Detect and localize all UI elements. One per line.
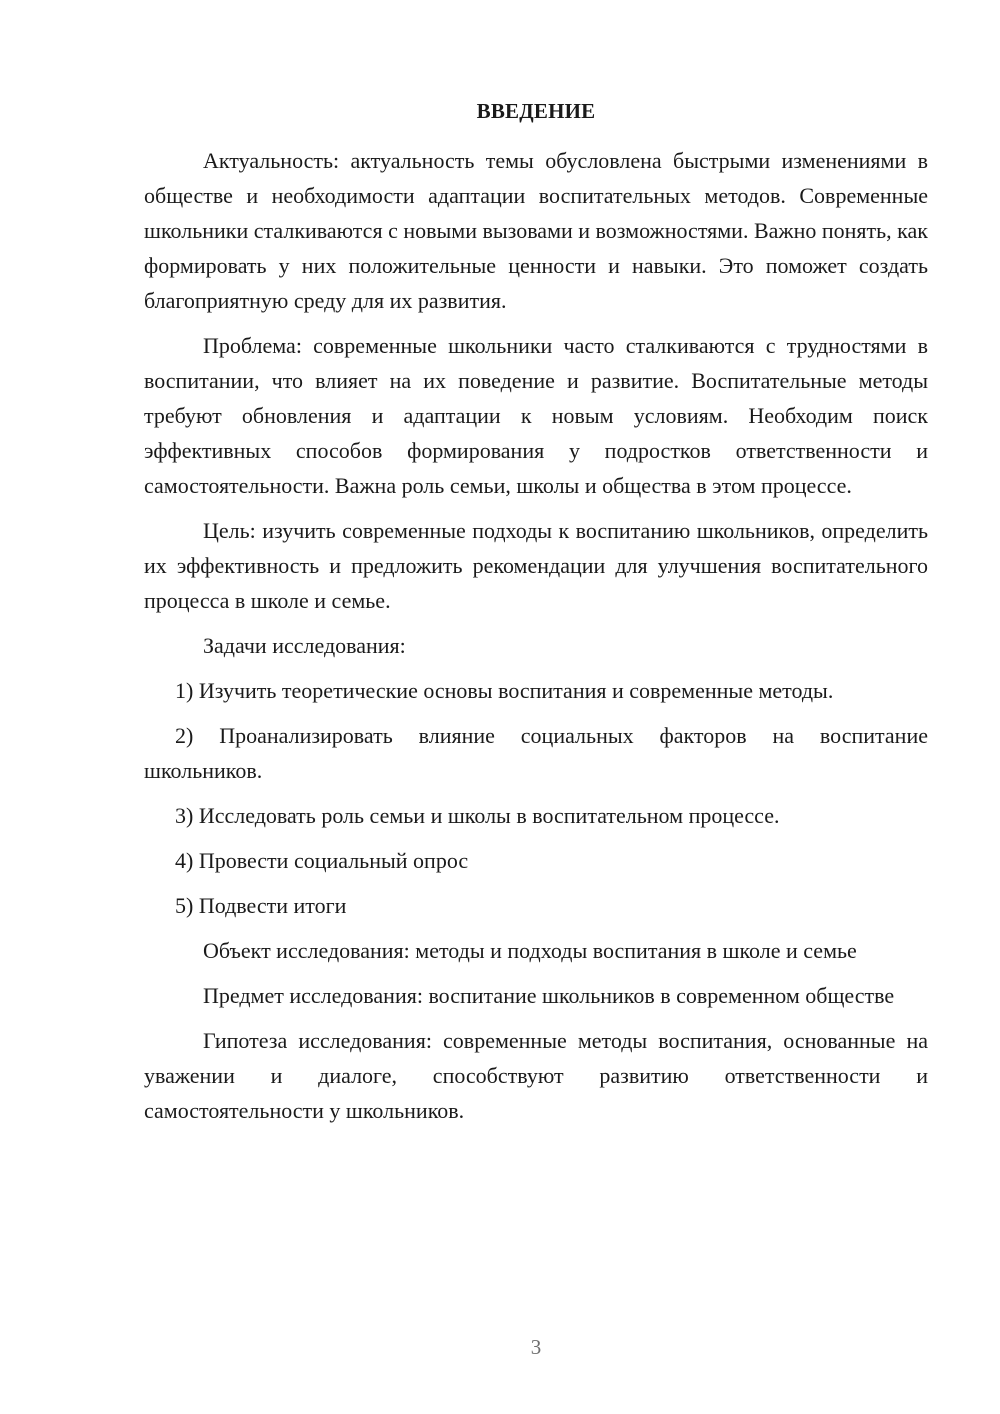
paragraph-goal: Цель: изучить современные подходы к воспитанию школьников, определить их эффективность и предложить рекомендации для улучшения воспитательного процесса в школе и семье. xyxy=(144,518,928,613)
paragraph-relevance: Актуальность: актуальность темы обусловлена быстрыми изменениями в обществе и необходимости адаптации воспитательных методов. Современные школьники сталкиваются с новыми вызовами и возможностями. Важно понять, как формировать у них положительные ценности и навыки. Это поможет создать благоприятную среду для их развития. xyxy=(144,148,928,313)
page-number: 3 xyxy=(530,1335,542,1359)
task-item-5: 5) Подвести итоги xyxy=(175,893,347,918)
paragraph-object: Объект исследования: методы и подходы воспитания в школе и семье xyxy=(203,938,857,963)
paragraph-problem: Проблема: современные школьники часто сталкиваются с трудностями в воспитании, что влияет на их поведение и развитие. Воспитательные методы требуют обновления и адаптации к новым условиям. Необходим поиск эффективных способов формирования у подростков ответственности и самостоятельности. Важна роль семьи, школы и общества в этом процессе. xyxy=(144,333,928,498)
task-item-2: 2) Проанализировать влияние социальных факторов на воспитание школьников. xyxy=(144,723,928,783)
paragraph-hypothesis: Гипотеза исследования: современные методы воспитания, основанные на уважении и диалоге, способствуют развитию ответственности и самостоятельности у школьников. xyxy=(144,1028,928,1123)
paragraph-subject: Предмет исследования: воспитание школьников в современном обществе xyxy=(203,983,895,1008)
task-item-4: 4) Провести социальный опрос xyxy=(175,848,469,873)
task-item-3: 3) Исследовать роль семьи и школы в воспитательном процессе. xyxy=(175,803,780,828)
paragraph-tasks-title: Задачи исследования: xyxy=(203,633,406,658)
document-body xyxy=(144,143,928,1128)
section-heading: ВВЕДЕНИЕ xyxy=(476,99,596,123)
task-item-1: 1) Изучить теоретические основы воспитания и современные методы. xyxy=(175,678,834,703)
